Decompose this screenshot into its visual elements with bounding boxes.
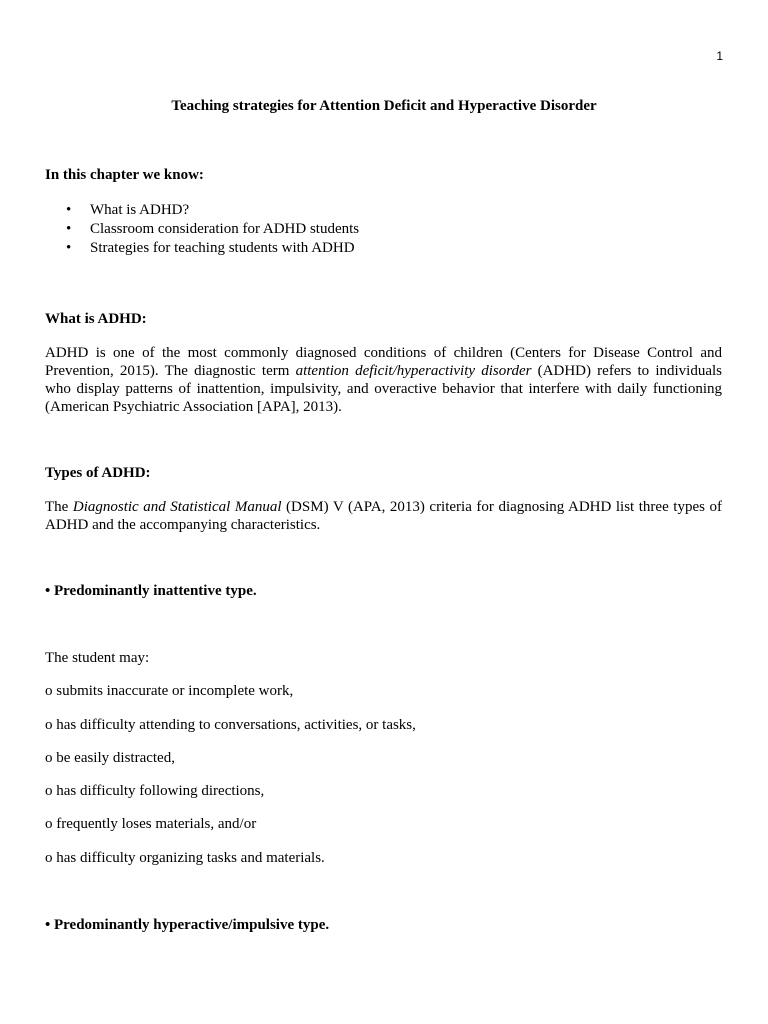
inattentive-item: o has difficulty attending to conversations, activities, or tasks, [45,717,416,733]
intro-heading: In this chapter we know: [45,167,204,183]
inattentive-item: o has difficulty following directions, [45,783,265,799]
hyperactive-heading: • Predominantly hyperactive/impulsive type. [45,917,330,933]
inattentive-heading: • Predominantly inattentive type. [45,583,257,599]
paragraph-italic-title: Diagnostic and Statistical Manual [72,499,282,515]
document-title: Teaching strategies for Attention Deficit and Hyperactive Disorder [171,98,597,114]
inattentive-item: o has difficulty organizing tasks and materials. [45,850,325,866]
inattentive-item: o be easily distracted, [45,750,175,766]
intro-bullet-list [45,201,722,258]
types-heading: Types of ADHD: [45,465,151,481]
list-item-text: Strategies for teaching students with ADHD [90,240,355,256]
paragraph-italic-term: attention deficit/hyperactivity disorder [295,363,532,379]
types-paragraph [45,498,722,534]
bullet-dot: • [66,240,72,256]
list-item-text: Classroom consideration for ADHD students [90,221,360,237]
page-number: 1 [716,49,723,63]
inattentive-item: o submits inaccurate or incomplete work, [45,683,294,699]
list-item [45,201,722,220]
paragraph-text: (DSM) V (APA, 2013) criteria for diagnosing ADHD list three types of ADHD and the accompanying characteristics. [45,499,722,533]
inattentive-item: o frequently loses materials, and/or [45,816,257,832]
what-is-heading: What is ADHD: [45,311,147,327]
paragraph-text: (ADHD) refers to individuals who display patterns of inattention, impulsivity, and overactive behavior that interfere with daily functioning (American Psychiatric Association [APA], 2013). [45,363,723,415]
inattentive-lead: The student may: [45,650,150,666]
list-item [45,239,722,258]
paragraph-text: ADHD is one of the most commonly diagnosed conditions of children (Centers for Disease Control and Prevention, 2015). The diagnostic term [45,345,722,379]
bullet-dot: • [66,221,72,237]
what-is-paragraph [45,344,722,416]
paragraph-text: The [45,499,73,515]
list-item-text: What is ADHD? [90,202,190,218]
bullet-dot: • [66,202,72,218]
list-item [45,220,722,239]
